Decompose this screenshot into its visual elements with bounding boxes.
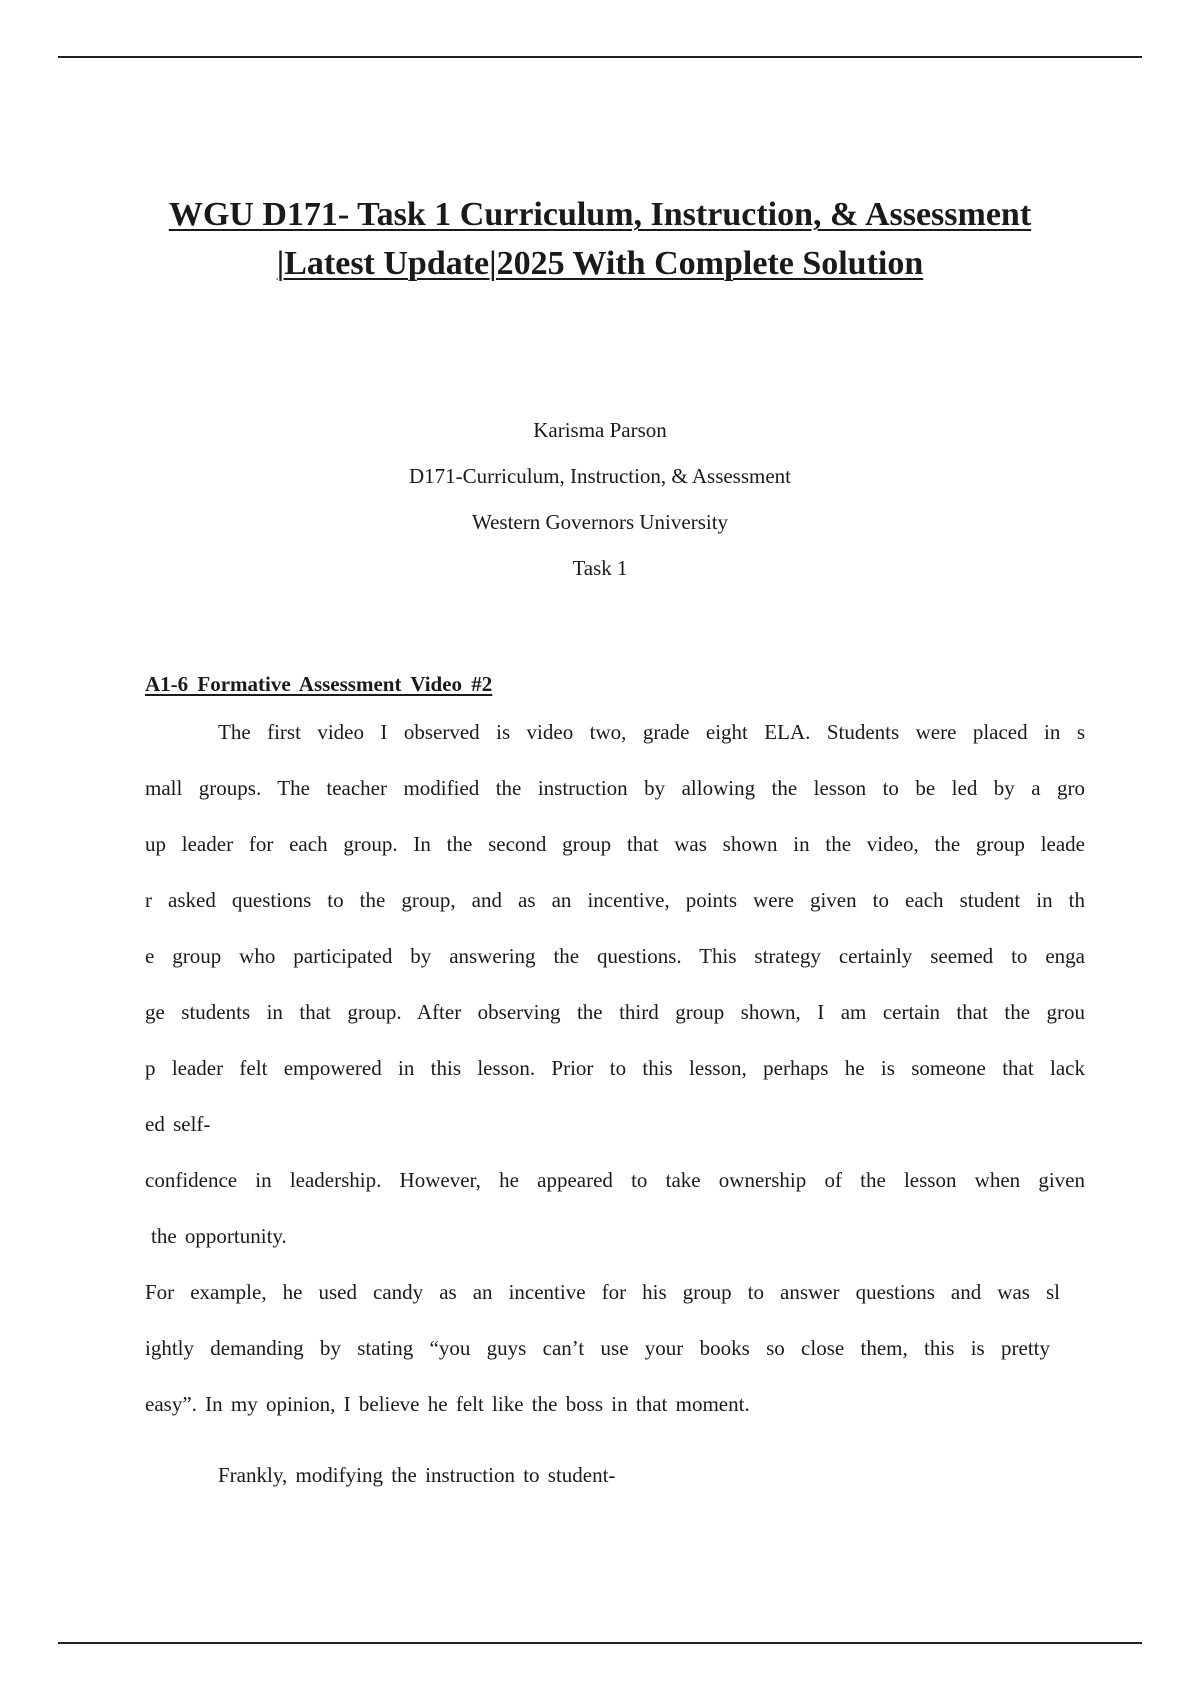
top-rule bbox=[58, 56, 1142, 58]
body-line: mall groups. The teacher modified the instruction by allowing the lesson to be led by a gro bbox=[145, 776, 1085, 800]
body-line: ge students in that group. After observing the third group shown, I am certain that the grou bbox=[145, 1000, 1085, 1024]
body-line: ed self- bbox=[145, 1112, 211, 1136]
course-name: D171-Curriculum, Instruction, & Assessment bbox=[408, 464, 792, 488]
body-line: p leader felt empowered in this lesson. Prior to this lesson, perhaps he is someone that lack bbox=[145, 1056, 1085, 1080]
title-line-1: WGU D171- Task 1 Curriculum, Instruction, & Assessment bbox=[168, 196, 1032, 233]
task-label: Task 1 bbox=[572, 556, 628, 580]
body-line: the opportunity. bbox=[151, 1224, 287, 1248]
body-line: ightly demanding by stating “you guys can’t use your books so close them, this is pretty bbox=[145, 1336, 1050, 1360]
section-heading: A1-6 Formative Assessment Video #2 bbox=[145, 672, 493, 696]
body-line: e group who participated by answering the questions. This strategy certainly seemed to enga bbox=[145, 944, 1085, 968]
institution-name: Western Governors University bbox=[471, 510, 729, 534]
title-line-2: |Latest Update|2025 With Complete Solution bbox=[276, 245, 924, 282]
document-title bbox=[110, 190, 1090, 288]
body-line: The first video I observed is video two, grade eight ELA. Students were placed in s bbox=[218, 720, 1085, 744]
body-line: Frankly, modifying the instruction to student- bbox=[218, 1463, 616, 1487]
body-line: easy”. In my opinion, I believe he felt like the boss in that moment. bbox=[145, 1392, 750, 1416]
cover-block bbox=[0, 412, 1200, 596]
body-line: confidence in leadership. However, he appeared to take ownership of the lesson when given bbox=[145, 1168, 1085, 1192]
body-line: r asked questions to the group, and as an incentive, points were given to each student in th bbox=[145, 888, 1085, 912]
bottom-rule bbox=[58, 1642, 1142, 1644]
body-text bbox=[145, 716, 1085, 1515]
author-name: Karisma Parson bbox=[533, 418, 667, 442]
body-line: up leader for each group. In the second group that was shown in the video, the group leade bbox=[145, 832, 1085, 856]
body-line: For example, he used candy as an incentive for his group to answer questions and was sl bbox=[145, 1280, 1060, 1304]
